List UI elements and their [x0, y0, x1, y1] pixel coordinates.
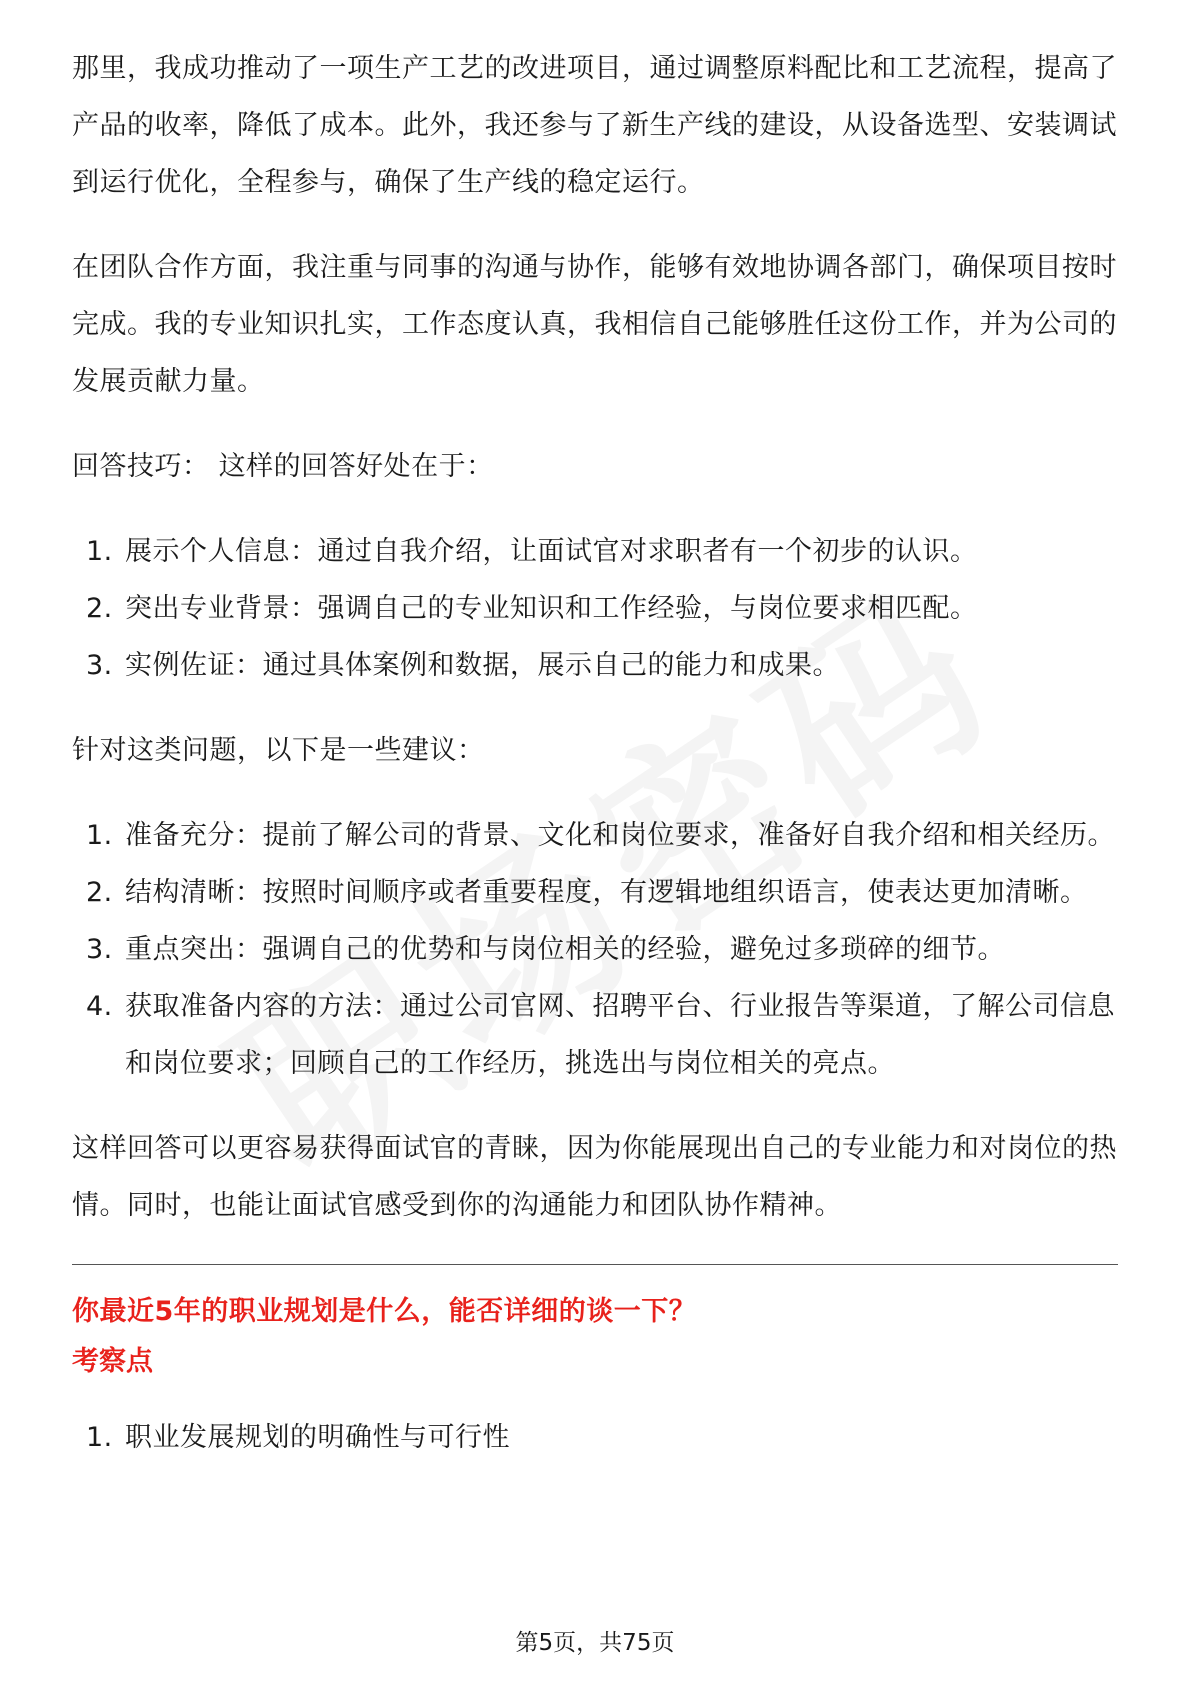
list-number: 3.: [86, 650, 113, 681]
list-text: 职业发展规划的明确性与可行性: [125, 1422, 510, 1453]
list-item: [72, 1409, 1118, 1466]
list-number: 3.: [86, 934, 113, 965]
list-number: 1.: [86, 820, 113, 851]
list-text: 获取准备内容的方法：通过公司官网、招聘平台、行业报告等渠道，了解公司信息和岗位要求；回顾自己的工作经历，挑选出与岗位相关的亮点。: [125, 991, 1115, 1079]
list-number: 1.: [86, 536, 113, 567]
paragraph-suggestions-intro: 针对这类问题，以下是一些建议：: [72, 735, 485, 766]
list-item: [72, 864, 1118, 921]
section-divider: [72, 1264, 1118, 1265]
question-title: 你最近5年的职业规划是什么，能否详细的谈一下？: [72, 1296, 697, 1327]
list-text: 准备充分：提前了解公司的背景、文化和岗位要求，准备好自我介绍和相关经历。: [125, 820, 1115, 851]
list-item: [72, 807, 1118, 864]
tips-list: [72, 523, 1118, 694]
list-item: [72, 580, 1118, 637]
list-text: 突出专业背景：强调自己的专业知识和工作经验，与岗位要求相匹配。: [125, 593, 978, 624]
document-page: [72, 40, 1118, 1494]
list-text: 展示个人信息：通过自我介绍，让面试官对求职者有一个初步的认识。: [125, 536, 978, 567]
list-text: 重点突出：强调自己的优势和与岗位相关的经验，避免过多琐碎的细节。: [125, 934, 1005, 965]
paragraph-answer-tips: 回答技巧： 这样的回答好处在于：: [72, 451, 494, 482]
list-item: [72, 637, 1118, 694]
suggestions-list: [72, 807, 1118, 1092]
paragraph-experience: 那里，我成功推动了一项生产工艺的改进项目，通过调整原料配比和工艺流程，提高了产品的收率，降低了成本。此外，我还参与了新生产线的建设，从设备选型、安装调试到运行优化，全程参与，确保了生产线的稳定运行。: [72, 53, 1117, 198]
page-footer: 第5页，共75页: [515, 1630, 675, 1656]
paragraph-teamwork: 在团队合作方面，我注重与同事的沟通与协作，能够有效地协调各部门，确保项目按时完成。我的专业知识扎实，工作态度认真，我相信自己能够胜任这份工作，并为公司的发展贡献力量。: [72, 252, 1117, 397]
list-item: [72, 523, 1118, 580]
list-text: 结构清晰：按照时间顺序或者重要程度，有逻辑地组织语言，使表达更加清晰。: [125, 877, 1088, 908]
list-number: 2.: [86, 593, 113, 624]
list-item: [72, 921, 1118, 978]
list-number: 4.: [86, 991, 113, 1022]
paragraph-conclusion: 这样回答可以更容易获得面试官的青睐，因为你能展现出自己的专业能力和对岗位的热情。同时，也能让面试官感受到你的沟通能力和团队协作精神。: [72, 1133, 1117, 1221]
subhead-key-points: 考察点: [72, 1346, 153, 1377]
list-text: 实例佐证：通过具体案例和数据，展示自己的能力和成果。: [125, 650, 840, 681]
list-number: 1.: [86, 1422, 113, 1453]
list-item: [72, 978, 1118, 1092]
list-number: 2.: [86, 877, 113, 908]
key-points-list: [72, 1409, 1118, 1466]
